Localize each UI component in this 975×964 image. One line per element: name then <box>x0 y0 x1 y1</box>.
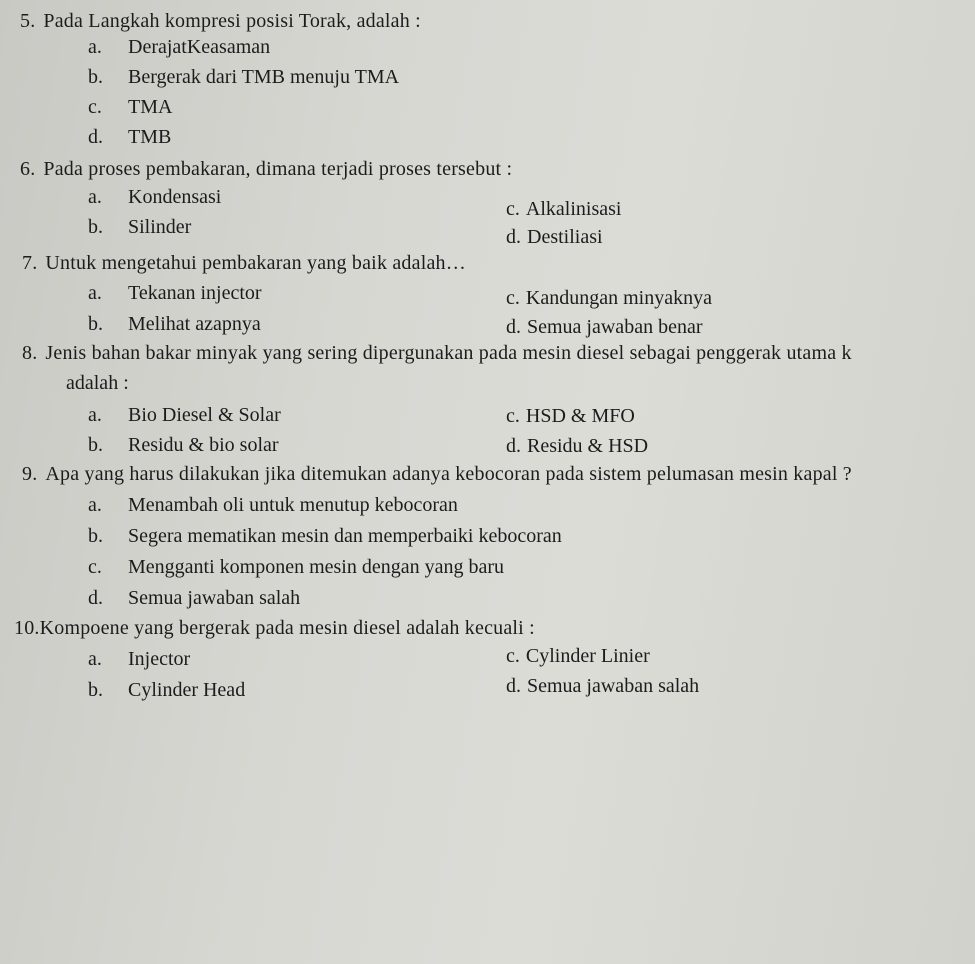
option-text: Melihat azapnya <box>128 313 261 335</box>
question-number: 5. <box>20 10 36 32</box>
question-8-option-a <box>88 404 281 427</box>
option-letter: a. <box>88 404 102 426</box>
option-letter: c. <box>506 645 520 667</box>
option-letter: b. <box>88 679 103 701</box>
option-letter: c. <box>88 96 102 118</box>
option-text: Segera mematikan mesin dan memperbaiki kebocoran <box>128 525 562 547</box>
option-text: TMB <box>128 126 172 148</box>
question-7-title <box>22 252 466 275</box>
option-text: TMA <box>128 96 173 118</box>
question-5-title <box>20 10 421 33</box>
question-5-option-d <box>88 126 171 149</box>
question-10-title <box>14 617 535 640</box>
question-7-option-c <box>506 287 712 310</box>
option-text: Menambah oli untuk menutup kebocoran <box>128 494 458 516</box>
option-letter: c. <box>506 287 520 309</box>
option-letter: b. <box>88 434 103 456</box>
option-letter: a. <box>88 648 102 670</box>
question-8-continuation <box>66 372 129 395</box>
question-9-option-c <box>88 556 504 579</box>
question-8-option-d <box>506 435 648 458</box>
option-letter: a. <box>88 282 102 304</box>
option-text: Kandungan minyaknya <box>525 287 712 309</box>
question-6-option-d <box>506 226 603 249</box>
option-letter: d. <box>88 587 103 609</box>
option-text: Destiliasi <box>527 226 603 248</box>
question-8-option-b <box>88 434 279 457</box>
question-7-option-d <box>506 316 702 339</box>
question-text: Jenis bahan bakar minyak yang sering dipergunakan pada mesin diesel sebagai penggerak utama k <box>45 342 852 364</box>
option-text: Tekanan injector <box>128 282 262 304</box>
question-5-option-a <box>88 36 270 59</box>
question-text: Pada proses pembakaran, dimana terjadi proses tersebut : <box>43 158 513 180</box>
option-letter: a. <box>88 36 102 58</box>
question-7-option-b <box>88 313 261 336</box>
question-text: Untuk mengetahui pembakaran yang baik adalah… <box>45 252 466 274</box>
question-text: Apa yang harus dilakukan jika ditemukan adanya kebocoran pada sistem pelumasan mesin kapal ? <box>45 463 852 485</box>
question-9-option-a <box>88 494 458 517</box>
option-letter: d. <box>88 126 103 148</box>
option-text: Semua jawaban salah <box>527 675 700 697</box>
question-number: 6. <box>20 158 36 180</box>
question-6-option-c <box>506 198 621 221</box>
question-number: 7. <box>22 252 38 274</box>
option-text: Cylinder Head <box>128 679 246 701</box>
option-letter: d. <box>506 435 521 457</box>
question-number: 8. <box>22 342 38 364</box>
question-5-option-c <box>88 96 172 119</box>
option-text: HSD & MFO <box>525 405 635 427</box>
question-9-title <box>22 463 852 486</box>
option-text: Semua jawaban benar <box>527 316 703 338</box>
question-10-option-b <box>88 679 245 702</box>
option-text: Residu & bio solar <box>128 434 279 456</box>
question-8-title <box>22 342 852 365</box>
option-letter: c. <box>88 556 102 578</box>
option-letter: c. <box>506 198 520 220</box>
option-text: Kondensasi <box>128 186 222 208</box>
option-text: Residu & HSD <box>527 435 649 457</box>
option-letter: b. <box>88 216 103 238</box>
option-letter: d. <box>506 226 521 248</box>
option-letter: b. <box>88 525 103 547</box>
question-6-title <box>20 158 512 181</box>
question-10-option-a <box>88 648 190 671</box>
option-letter: b. <box>88 66 103 88</box>
question-5-option-b <box>88 66 399 89</box>
option-text: Bergerak dari TMB menuju TMA <box>128 66 400 88</box>
question-7-option-a <box>88 282 262 305</box>
option-text: DerajatKeasaman <box>128 36 271 58</box>
option-letter: a. <box>88 186 102 208</box>
option-letter: a. <box>88 494 102 516</box>
question-number: 9. <box>22 463 38 485</box>
option-letter: d. <box>506 675 521 697</box>
option-text: Cylinder Linier <box>525 645 650 667</box>
question-text: Kompoene yang bergerak pada mesin diesel adalah kecuali : <box>39 617 535 639</box>
option-letter: d. <box>506 316 521 338</box>
question-10-option-d <box>506 675 699 698</box>
question-9-option-b <box>88 525 562 548</box>
question-6-option-b <box>88 216 191 239</box>
option-letter: c. <box>506 405 520 427</box>
option-text: Alkalinisasi <box>525 198 622 220</box>
question-number: 10. <box>14 617 40 639</box>
option-text: Mengganti komponen mesin dengan yang baru <box>128 556 505 578</box>
option-text: Bio Diesel & Solar <box>128 404 281 426</box>
question-9-option-d <box>88 587 300 610</box>
question-text-continuation: adalah : <box>66 372 129 394</box>
question-text: Pada Langkah kompresi posisi Torak, adalah : <box>43 10 421 32</box>
option-text: Semua jawaban salah <box>128 587 301 609</box>
question-10-option-c <box>506 645 650 668</box>
option-text: Silinder <box>128 216 192 238</box>
option-text: Injector <box>128 648 191 670</box>
question-6-option-a <box>88 186 221 209</box>
question-8-option-c <box>506 405 635 428</box>
option-letter: b. <box>88 313 103 335</box>
